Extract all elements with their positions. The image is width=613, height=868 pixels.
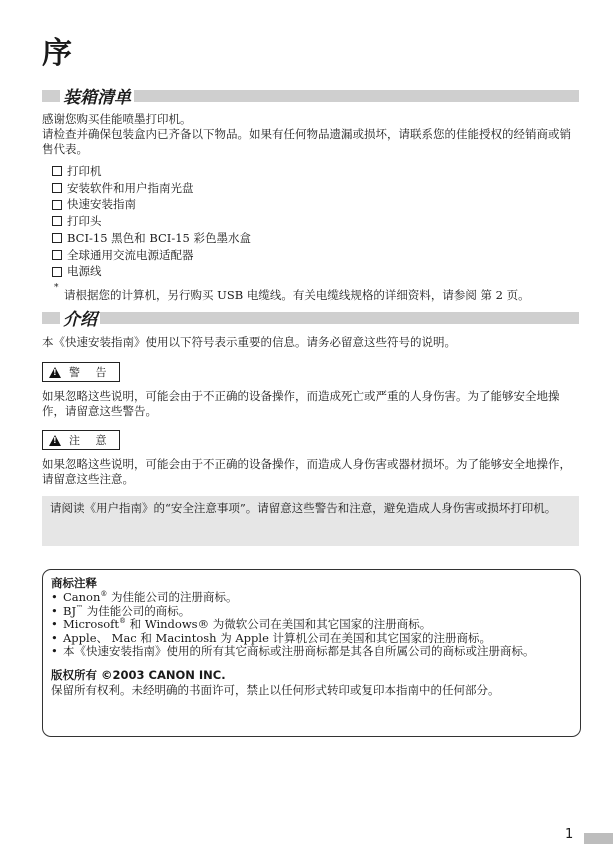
packing-intro-2: 请检查并确保包装盒内已齐备以下物品。如果有任何物品遗漏或损坏，请联系您的佳能授权的经销商或销售代表。: [42, 127, 571, 156]
checkbox-icon: [52, 183, 62, 193]
caution-label: ! 注 意: [42, 430, 120, 450]
intro-text: 本《快速安装指南》使用以下符号表示重要的信息。请务必留意这些符号的说明。: [42, 335, 456, 349]
copyright-text: 保留所有权利。未经明确的书面许可，禁止以任何形式转印或复印本指南中的任何部分。: [51, 682, 500, 697]
checkbox-icon: [52, 166, 62, 176]
safety-note: 请阅读《用户指南》的“安全注意事项”。请留意这些警告和注意，避免造成人身伤害或损坏打印机。: [42, 496, 579, 546]
page-tab-bar: [584, 833, 613, 844]
section-heading-packing: 装箱清单: [60, 83, 134, 108]
checklist-item: 安装软件和用户指南光盘: [52, 180, 251, 197]
warning-label: ! 警 告: [42, 362, 120, 382]
checkbox-icon: [52, 250, 62, 260]
checkbox-icon: [52, 233, 62, 243]
section-bar-intro: [42, 312, 579, 324]
checklist-item: 快速安装指南: [52, 196, 251, 213]
list-item: • 本《快速安装指南》使用的所有其它商标或注册商标都是其各自所属公司的商标或注册商标。: [51, 644, 535, 658]
checklist-item: 全球通用交流电源适配器: [52, 247, 251, 264]
trademark-list: [51, 591, 572, 659]
packing-intro-1: 感谢您购买佳能喷墨打印机。: [42, 112, 192, 126]
checklist-item: 打印机: [52, 163, 251, 180]
list-item: • BJ™ 为佳能公司的商标。: [51, 603, 191, 618]
footnote: 请根据您的计算机，另行购买 USB 电缆线。有关电缆线规格的详细资料，请参阅 第 2 页。: [64, 288, 530, 302]
copyright-heading: 版权所有 ©2003 CANON INC.: [51, 667, 226, 682]
checklist-item: 打印头: [52, 213, 251, 230]
packing-checklist: [52, 163, 251, 280]
list-item: • Canon® 为佳能公司的注册商标。: [51, 590, 238, 604]
caution-icon: !: [49, 435, 61, 446]
checkbox-icon: [52, 267, 62, 277]
checkbox-icon: [52, 216, 62, 226]
footnote-mark: *: [54, 283, 59, 293]
page-title: 序: [42, 36, 72, 71]
section-heading-intro: 介绍: [60, 305, 100, 330]
warning-text: 如果忽略这些说明，可能会由于不正确的设备操作，而造成死亡或严重的人身伤害。为了能够安全地操作，请留意这些警告。: [42, 389, 560, 418]
checklist-item: 电源线: [52, 263, 251, 280]
list-item: • Apple、 Mac 和 Macintosh 为 Apple 计算机公司在美国和其它国家的注册商标。: [51, 630, 492, 645]
caution-text: 如果忽略这些说明，可能会由于不正确的设备操作，而造成人身伤害或器材损坏。为了能够安全地操作，请留意这些注意。: [42, 457, 571, 486]
warning-icon: !: [49, 367, 61, 378]
trademark-box: [42, 569, 581, 737]
checkbox-icon: [52, 200, 62, 210]
trademark-heading: 商标注释: [51, 576, 97, 590]
list-item: • Microsoft® 和 Windows® 为微软公司在美国和其它国家的注册商标。: [51, 617, 432, 631]
checklist-item: BCI-15 黑色和 BCI-15 彩色墨水盒: [52, 230, 251, 247]
page-number: 1: [565, 827, 574, 842]
